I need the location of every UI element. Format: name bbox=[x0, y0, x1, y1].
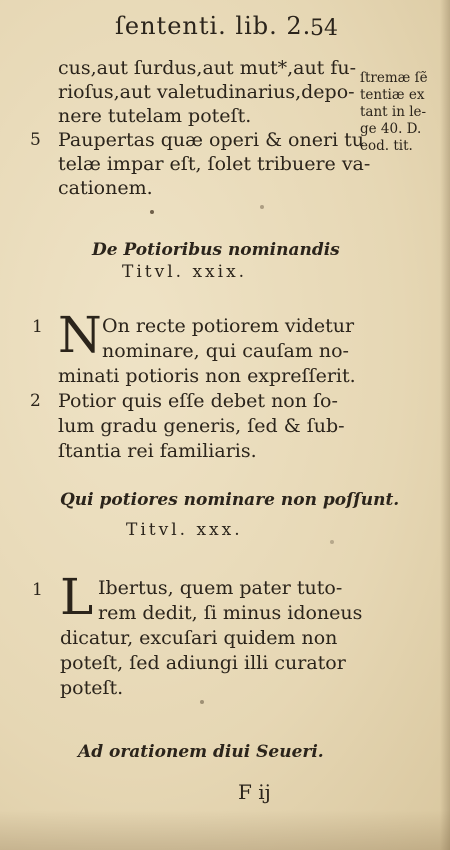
drop-capital: L bbox=[60, 568, 94, 626]
paper-speck bbox=[260, 205, 264, 209]
section-title: Titvl. xxx. bbox=[126, 520, 243, 540]
paper-speck bbox=[200, 700, 204, 704]
page-number: 54 bbox=[310, 16, 338, 41]
page-header bbox=[0, 10, 450, 44]
paragraph-number: 2 bbox=[30, 391, 41, 411]
section-heading: De Potioribus nominandis bbox=[92, 240, 340, 260]
page-bottom-shadow bbox=[0, 810, 450, 850]
section-title: Titvl. xxix. bbox=[122, 262, 248, 282]
running-head: ſententi. lib. 2. bbox=[115, 12, 312, 40]
signature-mark: F ij bbox=[238, 780, 271, 804]
section-heading: Qui potiores nominare non poſſunt. bbox=[60, 490, 400, 510]
paper-speck bbox=[150, 210, 154, 214]
drop-capital: N bbox=[58, 306, 102, 364]
paragraph-number: 1 bbox=[32, 317, 43, 337]
paper-speck bbox=[330, 540, 334, 544]
paragraph-number: 5 bbox=[30, 130, 41, 150]
margin-note: ſtremæ ſẽ tentiæ ex tant in le- ge 40. D. eod. tit. bbox=[360, 70, 428, 154]
section-heading: Ad orationem diui Seueri. bbox=[78, 742, 324, 762]
paragraph-number: 1 bbox=[32, 580, 43, 600]
